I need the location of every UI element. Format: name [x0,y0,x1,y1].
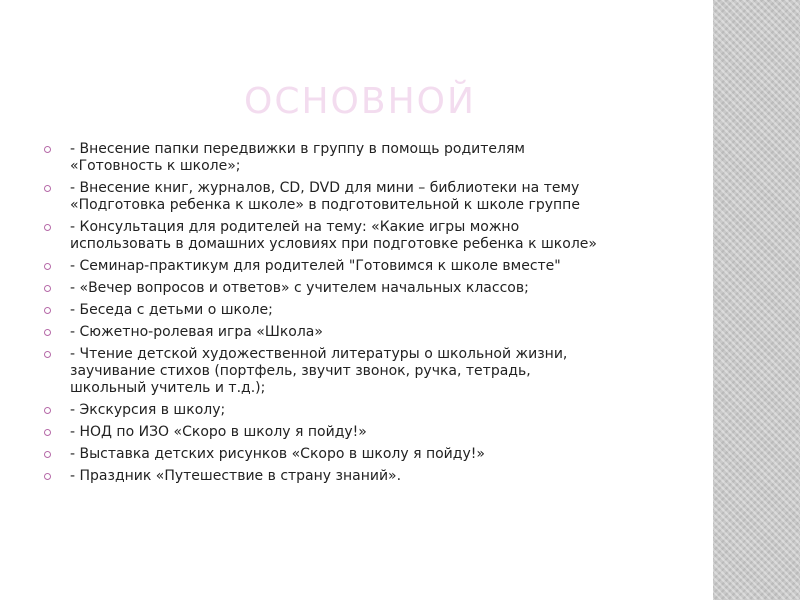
list-item-text: «Готовность к школе»; [70,158,241,174]
slide-title: ОСНОВНОЙ [244,81,476,122]
list-item [40,141,680,175]
circle-outline-icon [44,146,51,153]
circle-outline-icon [44,185,51,192]
list-item-text: - НОД по ИЗО «Скоро в школу я пойду!» [70,424,367,440]
list-item [40,219,680,253]
list-item-text: - Семинар-практикум для родителей "Готовимся к школе вместе" [70,258,561,274]
list-item-text: - Экскурсия в школу; [70,402,226,418]
circle-outline-icon [44,407,51,414]
list-item [40,446,680,463]
list-item-text: заучивание стихов (портфель, звучит звонок, ручка, тетрадь, [70,363,531,379]
list-item-text: - Внесение папки передвижки в группу в помощь родителям [70,141,525,157]
list-item [40,346,680,397]
list-item-text: - Сюжетно-ролевая игра «Школа» [70,324,323,340]
circle-outline-icon [44,263,51,270]
list-item [40,258,680,275]
list-item [40,324,680,341]
list-item-text: - «Вечер вопросов и ответов» с учителем начальных классов; [70,280,529,296]
circle-outline-icon [44,451,51,458]
list-item-text: использовать в домашних условиях при подготовке ребенка к школе» [70,236,597,252]
list-item-text: - Внесение книг, журналов, CD, DVD для мини – библиотеки на тему [70,180,580,196]
circle-outline-icon [44,351,51,358]
bullet-list [40,141,680,490]
list-item [40,424,680,441]
list-item-text: - Выставка детских рисунков «Скоро в школу я пойду!» [70,446,485,462]
list-item-text: - Беседа с детьми о школе; [70,302,273,318]
list-item-text: «Подготовка ребенка к школе» в подготовительной к школе группе [70,197,580,213]
circle-outline-icon [44,307,51,314]
circle-outline-icon [44,224,51,231]
decorative-stripe [713,0,800,600]
circle-outline-icon [44,473,51,480]
circle-outline-icon [44,285,51,292]
list-item [40,402,680,419]
list-item [40,468,680,485]
list-item-text: - Праздник «Путешествие в страну знаний». [70,468,402,484]
list-item-text: школьный учитель и т.д.); [70,380,266,396]
list-item [40,280,680,297]
circle-outline-icon [44,429,51,436]
list-item [40,180,680,214]
list-item-text: - Чтение детской художественной литературы о школьной жизни, [70,346,568,362]
list-item-text: - Консультация для родителей на тему: «Какие игры можно [70,219,520,235]
circle-outline-icon [44,329,51,336]
list-item [40,302,680,319]
